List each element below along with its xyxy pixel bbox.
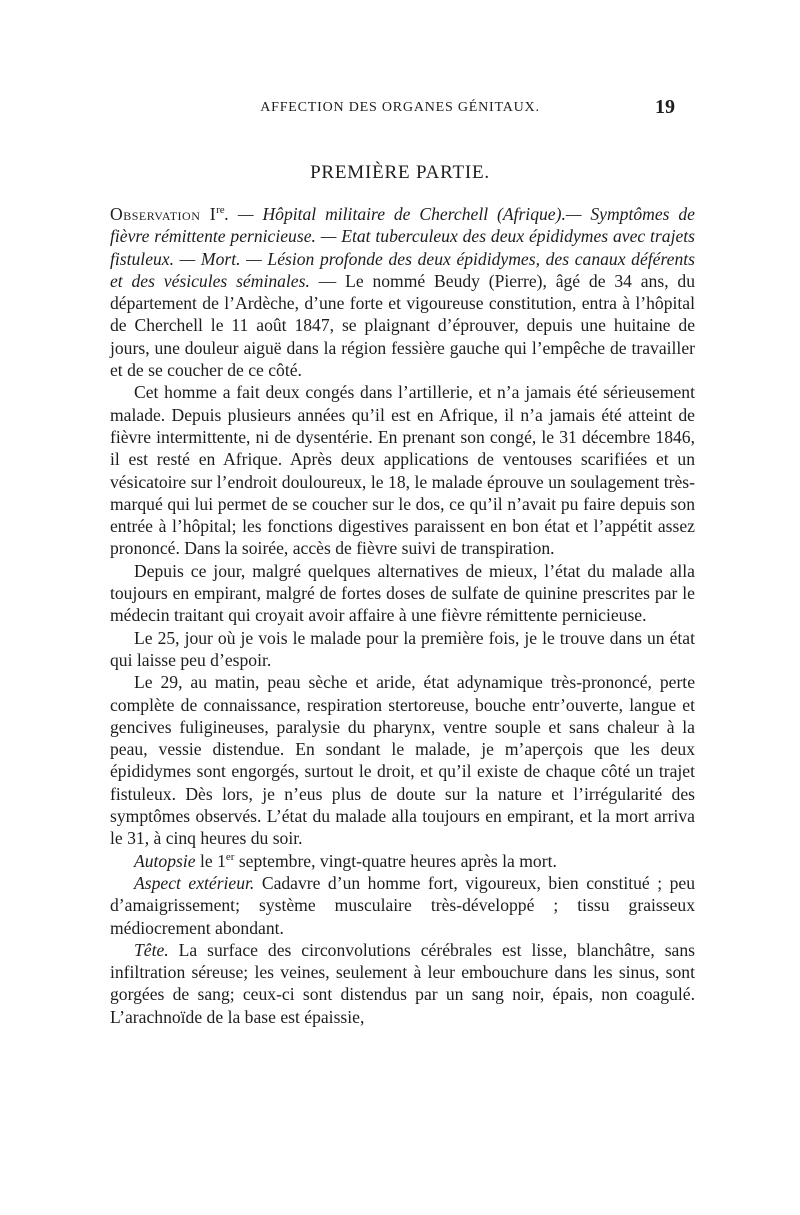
exterior-heading: Aspect extérieur. <box>134 872 255 893</box>
observation-label-sup: re <box>216 204 225 217</box>
running-head: AFFECTION DES ORGANES GÉNITAUX. <box>260 100 540 115</box>
exterior-text: Cadavre d’un homme fort, vigoureux, bien constitué ; peu d’amaigrissement; système musculaire très-développé ; tissu graisseux médiocrement abondant. <box>110 872 695 938</box>
observation-intro: — Le nommé Beudy (Pierre), âgé de 34 ans, du département de l’Ardèche, d’une forte et vigoureuse constitution, entra à l’hôpital de Cherchell le 11 août 1847, se plaignant d’éprouver, depuis une huitaine de jours, une douleur aiguë dans la région fessière gauche qui l’empêche de travailler et de se coucher de ce côté. <box>110 270 695 381</box>
paragraph-exterior <box>110 872 695 939</box>
head-text: La surface des circonvolutions cérébrales est lisse, blanchâtre, sans infiltration séreuse; les veines, seulement à leur embouchure dans les sinus, sont gorgées de sang; ceux-ci sont distendus par un sang noir, épais, non coagulé. L’arachnoïde de la base est épaissie, <box>110 939 695 1027</box>
autopsy-text-a: le 1 <box>195 850 226 871</box>
autopsy-sup: er <box>225 850 235 863</box>
paragraph-autopsy <box>110 850 695 872</box>
observation-title: . — Hôpital militaire de Cherchell (Afrique).— Symptômes de fièvre rémittente pernicieuse. — Etat tuberculeux des deux épididymes avec trajets fistuleux. — Mort. — Lésion profonde des deux épididymes, des canaux déférents et des vésicules séminales. <box>110 204 695 291</box>
page-number: 19 <box>655 96 675 118</box>
observation-label: Observation I <box>110 204 217 224</box>
paragraph-first-visit: Le 25, jour où je vois le malade pour la première fois, je le trouve dans un état qui laisse peu d’espoir. <box>110 627 695 670</box>
autopsy-text-b: septembre, vingt-quatre heures après la mort. <box>234 850 557 871</box>
paragraph-death: Le 29, au matin, peau sèche et aride, état adynamique très-prononcé, perte complète de connaissance, respiration stertoreuse, bouche entr’ouverte, langue et gencives fuligineuses, paralysie du pharynx, ventre souple et sans chaleur à la peau, vessie distendue. En sondant le malade, je m’aperçois que les deux épididymes sont engorgés, surtout le droit, et qu’il existe de chaque côté un trajet fistuleux. Dès lors, je n’eus plus de doute sur la nature et l’irrégularité des symptômes observés. L’état du malade alla toujours en empirant, et la mort arriva le 31, à cinq heures du soir. <box>110 672 695 849</box>
head-heading: Tête. <box>134 939 169 960</box>
paragraph-history: Cet homme a fait deux congés dans l’artillerie, et n’a jamais été sérieusement malade. Depuis plusieurs années qu’il est en Afrique, il n’a jamais été atteint de fièvre intermittente, ni de dysentérie. En prenant son congé, le 31 décembre 1846, il est resté en Afrique. Après deux applications de ventouses scarifiées et un vésicatoire sur l’endroit douloureux, le 18, le malade éprouve un soulagement très-marqué qui lui permet de se coucher sur le dos, ce qu’il n’avait pu faire depuis son entrée à l’hôpital; les fonctions digestives paraissent en bon état et l’appétit assez prononcé. Dans la soirée, accès de fièvre suivi de transpiration. <box>110 382 695 559</box>
autopsy-heading: Autopsie <box>134 850 196 871</box>
paragraph-progression: Depuis ce jour, malgré quelques alternatives de mieux, l’état du malade alla toujours en empirant, malgré de fortes doses de sulfate de quinine prescrites par le médecin traitant qui croyait avoir affaire à une fièvre rémittente pernicieuse. <box>110 560 695 626</box>
part-title: PREMIÈRE PARTIE. <box>310 162 490 183</box>
body-text <box>110 203 695 1028</box>
observation-paragraph <box>110 203 695 381</box>
paragraph-head <box>110 939 695 1028</box>
